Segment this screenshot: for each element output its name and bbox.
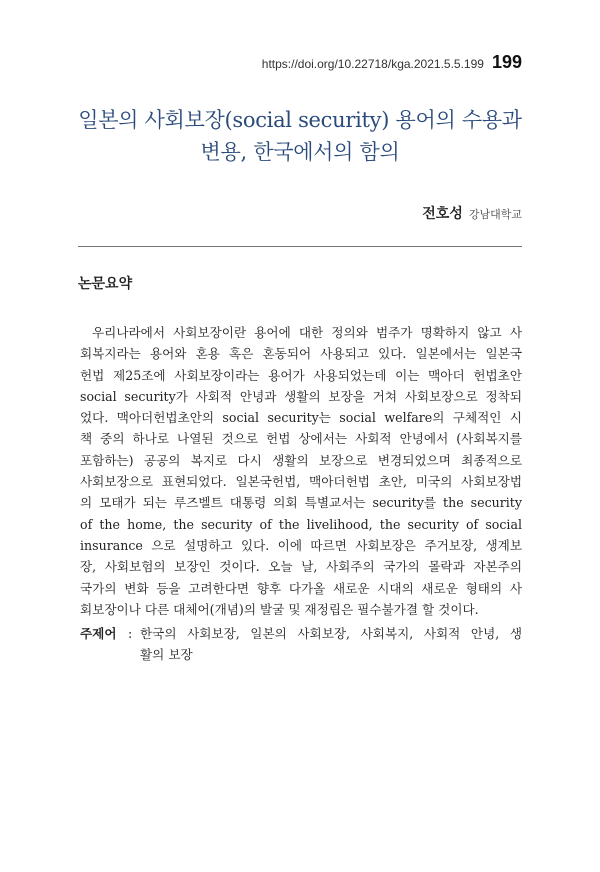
abstract-line: 사회보장으로 표현되었다. 일본국헌법, 맥아더헌법 초안, 미국의 사회보장법 [80,474,522,490]
author-name: 전호성 [422,206,463,222]
title-line-2: 변용, 한국에서의 함의 [200,140,400,164]
abstract-line: 국가의 변화 등을 고려한다면 향후 다가올 새로운 시대의 새로운 형태의 사 [80,580,522,596]
keywords-label: 주제어 [80,626,117,641]
abstract-line: 회보장이나 다른 대체어(개념)의 발굴 및 재정립은 필수불가결 할 것이다. [80,601,479,617]
keywords-line-2: 활의 보장 [140,647,193,663]
abstract-line: 포함하는) 공공의 복지로 다시 생활의 보장으로 변경되었으며 최종적으로 [80,452,522,468]
keywords-line-1: 한국의 사회보장, 일본의 사회보장, 사회복지, 사회적 안녕, 생 [140,626,522,641]
running-header [262,52,522,73]
title-line-1: 일본의 사회보장(social security) 용어의 수용과 [78,108,522,132]
divider [78,246,522,247]
keywords [80,623,522,666]
abstract-line: insurance 으로 설명하고 있다. 이에 따르면 사회보장은 주거보장, 생계보 [80,537,522,553]
abstract-line: 장, 사회보험의 보장인 것이다. 오늘 날, 사회주의 국가의 몰락과 자본주의 [80,559,522,575]
keywords-separator: : [128,626,133,641]
page-number: 199 [491,52,522,72]
doi-link[interactable]: https://doi.org/10.22718/kga.2021.5.5.199 [261,57,484,71]
abstract-line: 의 모태가 되는 루즈벨트 대통령 의회 특별교서는 security를 the security [80,495,522,511]
abstract-line: 회복지라는 용어와 혼용 혹은 혼동되어 사용되고 있다. 일본에서는 일본국 [80,346,522,362]
abstract-line: 었다. 맥아더헌법초안의 social security는 social welfare의 구체적인 시 [80,410,522,426]
abstract-line: of the home, the security of the livelihood, the security of social [80,516,522,532]
author-affiliation: 강남대학교 [468,208,522,221]
abstract-line: 우리나라에서 사회보장이란 용어에 대한 정의와 범주가 명확하지 않고 사 [92,325,522,340]
abstract-line: 책 중의 하나로 나열된 것으로 헌법 상에서는 사회적 안녕에서 (사회복지를 [80,431,522,447]
abstract-body [80,322,522,620]
author-block [422,203,522,223]
abstract-heading: 논문요약 [78,276,133,292]
article-title [60,104,540,168]
abstract-line: social security가 사회적 안녕과 생활의 보장을 거쳐 사회보장으로 정착되 [80,388,522,404]
abstract-line: 헌법 제25조에 사회보장이라는 용어가 사용되었는데 이는 맥아더 헌법초안 [80,367,522,383]
